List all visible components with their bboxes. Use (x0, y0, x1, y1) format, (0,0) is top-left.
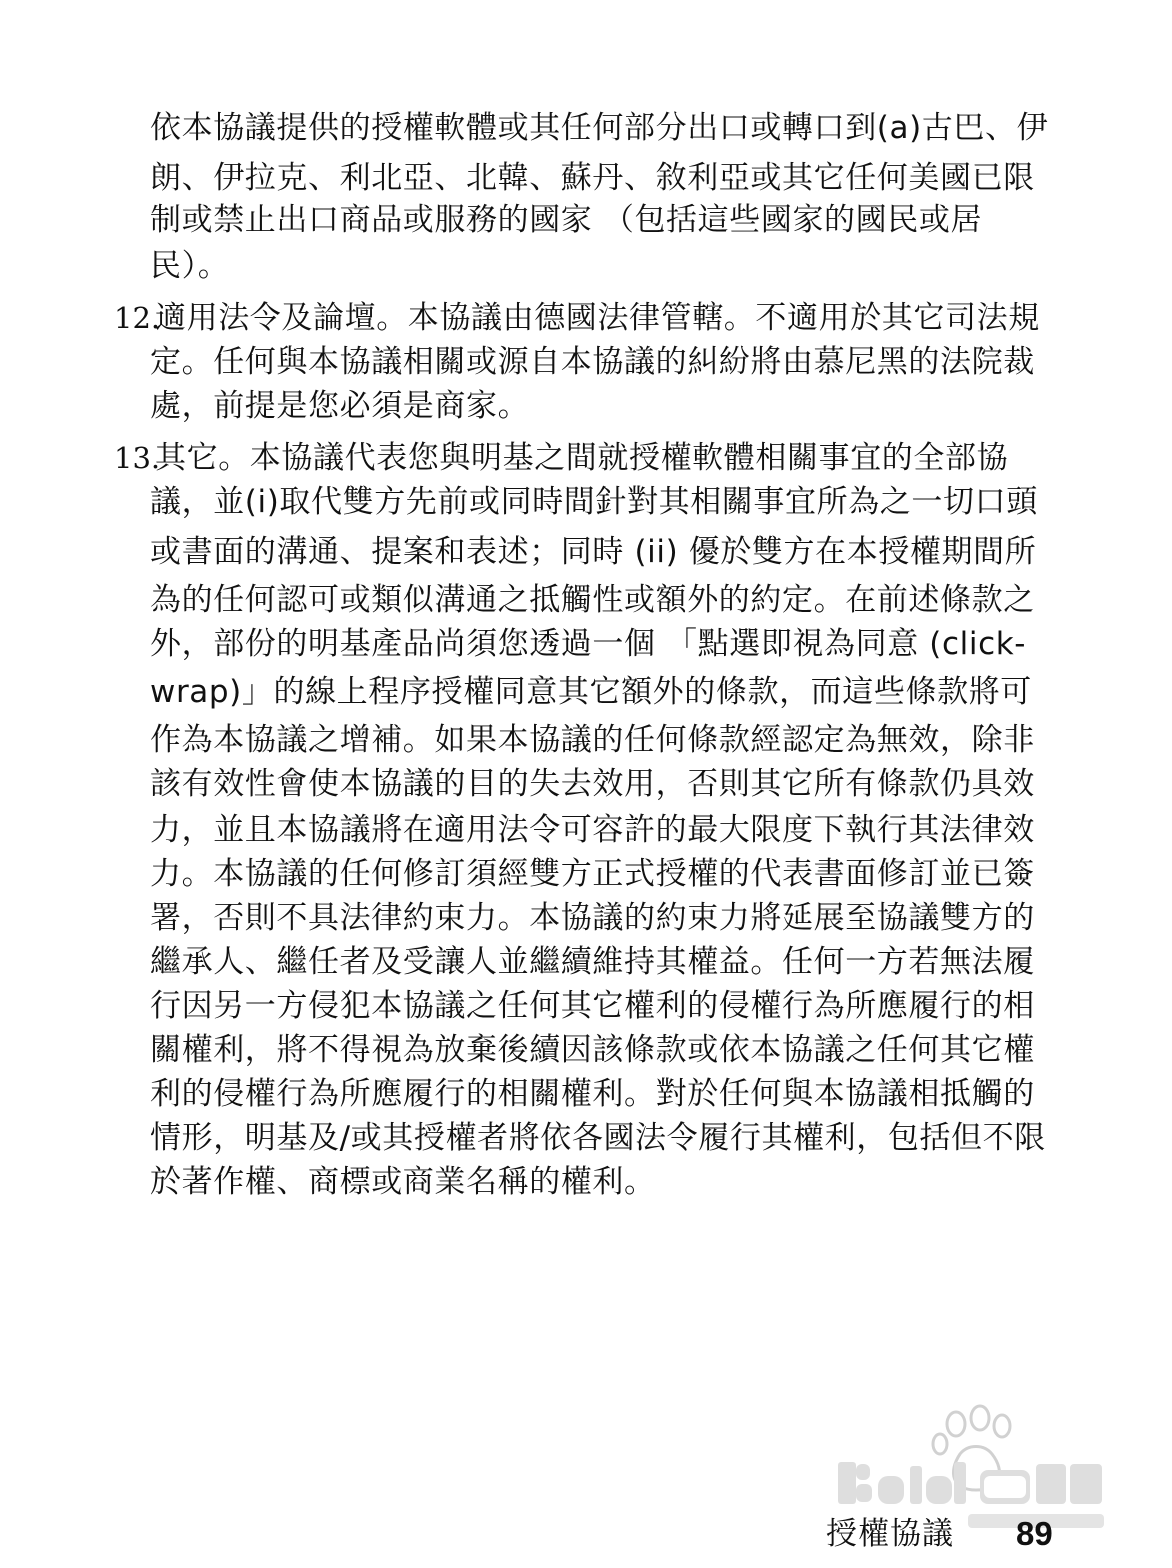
footer-title: 授權協議 (826, 1516, 954, 1552)
text-line: 關權利，將不得視為放棄後續因該條款或依本協議之任何其它權 (150, 1032, 1035, 1068)
section-number: 13. (114, 441, 161, 475)
text-line: 處，前提是您必須是商家。 (150, 388, 530, 424)
text-line: 於著作權、商標或商業名稱的權利。 (150, 1164, 656, 1200)
text-line: 制或禁止出口商品或服務的國家 （包括這些國家的國民或居 (150, 202, 983, 238)
text-line: 作為本協議之增補。如果本協議的任何條款經認定為無效，除非 (150, 722, 1035, 758)
text-line: 力。本協議的任何修訂須經雙方正式授權的代表書面修訂並已簽 (150, 856, 1035, 892)
text-line: 行因另一方侵犯本協議之任何其它權利的侵權行為所應履行的相 (150, 988, 1035, 1024)
text-line: 或書面的溝通、提案和表述；同時 (ii) 優於雙方在本授權期間所 (150, 534, 1037, 570)
text-line: 適用法令及論壇。本協議由德國法律管轄。不適用於其它司法規 (155, 300, 1040, 336)
page-number: 89 (1016, 1515, 1053, 1552)
text-line: 為的任何認可或類似溝通之抵觸性或額外的約定。在前述條款之 (150, 582, 1035, 618)
text-line: 外，部份的明基產品尚須您透過一個 「點選即視為同意 (click- (150, 626, 1027, 662)
text-line: 議，並(i)取代雙方先前或同時間針對其相關事宜所為之一切口頭 (150, 484, 1038, 520)
text-line: 其它。本協議代表您與明基之間就授權軟體相關事宜的全部協 (155, 440, 1009, 476)
text-line: 民）。 (150, 248, 230, 284)
text-line: 朗、伊拉克、利北亞、北韓、蘇丹、敘利亞或其它任何美國已限 (150, 160, 1035, 196)
text-line: 力，並且本協議將在適用法令可容許的最大限度下執行其法律效 (150, 812, 1035, 848)
text-line: 該有效性會使本協議的目的失去效用，否則其它所有條款仍具效 (150, 766, 1035, 802)
text-line: 署，否則不具法律約束力。本協議的約束力將延展至協議雙方的 (150, 900, 1035, 936)
text-line: 定。任何與本協議相關或源自本協議的糾紛將由慕尼黑的法院裁 (150, 344, 1035, 380)
text-line: 情形，明基及/或其授權者將依各國法令履行其權利，包括但不限 (150, 1120, 1046, 1156)
text-line: 利的侵權行為所應履行的相關權利。對於任何與本協議相抵觸的 (150, 1076, 1035, 1112)
text-line: wrap)」的線上程序授權同意其它額外的條款，而這些條款將可 (150, 674, 1032, 710)
section-number: 12. (114, 301, 161, 335)
baidu-watermark-icon (830, 1392, 1110, 1532)
text-line: 繼承人、繼任者及受讓人並繼續維持其權益。任何一方若無法履 (150, 944, 1035, 980)
text-line: 依本協議提供的授權軟體或其任何部分出口或轉口到(a)古巴、伊 (150, 110, 1049, 146)
